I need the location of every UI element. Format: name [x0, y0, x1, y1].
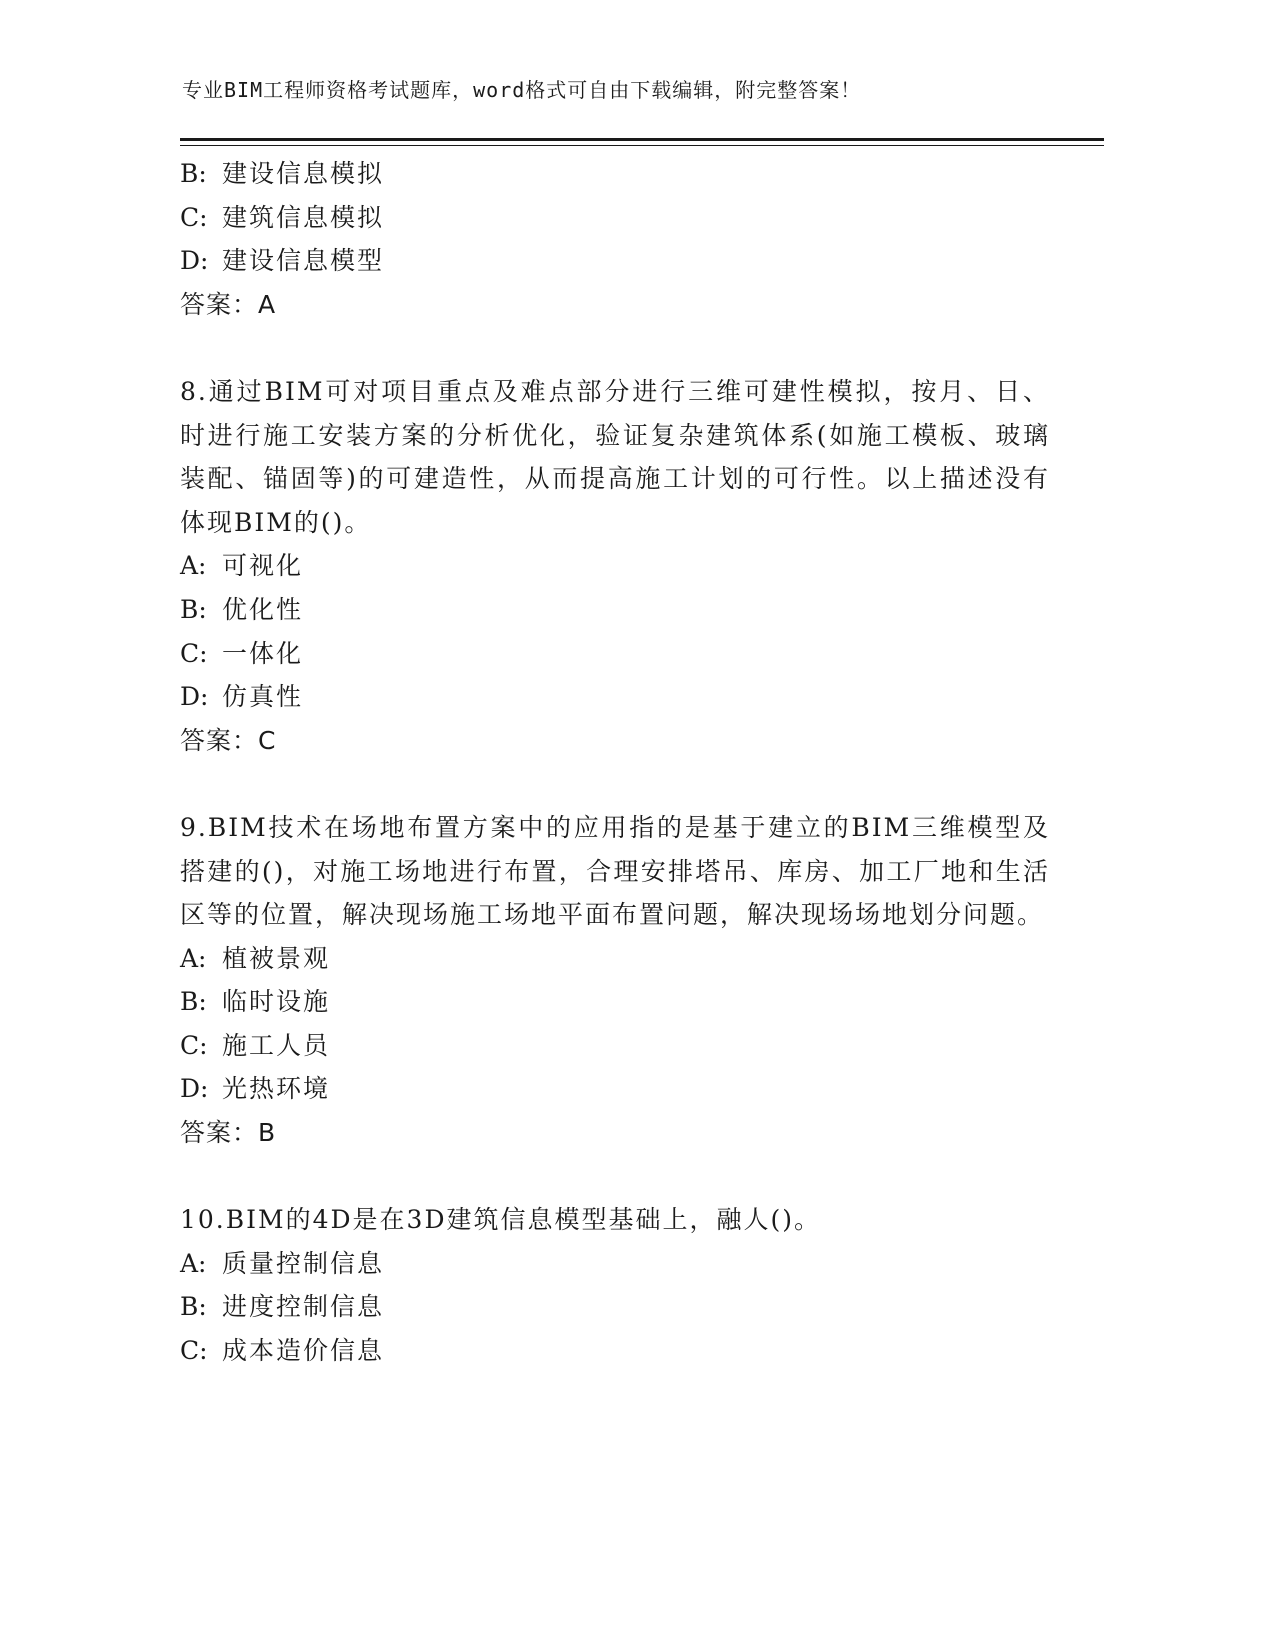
answer-line: 答案：C [180, 725, 277, 755]
question-stem: 8.通过BIM可对项目重点及难点部分进行三维可建性模拟，按月、日、时进行施工安装方案的分析优化，验证复杂建筑体系(如施工模板、玻璃装配、锚固等)的可建造性，从而提高施工计划的可行性。以上描述没有体现BIM的()。 [180, 376, 1050, 537]
option-d: D: 建设信息模型 [180, 246, 385, 276]
spacer [180, 762, 1050, 806]
option-d: D: 仿真性 [180, 682, 304, 712]
option-a: A: 植被景观 [180, 943, 331, 973]
question-content [180, 152, 1050, 1373]
page-header: 专业BIM工程师资格考试题库，word格式可自由下载编辑，附完整答案！ [182, 78, 862, 102]
answer-line: 答案：B [180, 1118, 277, 1148]
spacer [180, 1155, 1050, 1199]
spacer [180, 326, 1050, 370]
question-stem: 9.BIM技术在场地布置方案中的应用指的是基于建立的BIM三维模型及搭建的()，对施工场地进行布置，合理安排塔吊、库房、加工厂地和生活区等的位置，解决现场施工场地平面布置问题，解决现场场地划分问题。 [180, 812, 1050, 930]
option-d: D: 光热环境 [180, 1074, 331, 1104]
prev-question-block [180, 152, 1050, 326]
header-rule-thin [180, 145, 1104, 146]
option-c: C: 一体化 [180, 638, 304, 668]
question-8 [180, 370, 1050, 762]
option-c: C: 建筑信息模拟 [180, 202, 385, 232]
question-9 [180, 806, 1050, 1155]
option-b: B: 临时设施 [180, 987, 331, 1017]
question-stem: 10.BIM的4D是在3D建筑信息模型基础上，融人()。 [180, 1205, 822, 1235]
option-b: B: 进度控制信息 [180, 1292, 385, 1322]
answer-line: 答案：A [180, 289, 277, 319]
option-a: A: 可视化 [180, 551, 304, 581]
option-b: B: 建设信息模拟 [180, 159, 385, 188]
question-10 [180, 1198, 1050, 1372]
option-b: B: 优化性 [180, 594, 304, 624]
header-rule-thick [180, 138, 1104, 141]
option-a: A: 质量控制信息 [180, 1248, 385, 1278]
option-c: C: 成本造价信息 [180, 1336, 385, 1366]
option-c: C: 施工人员 [180, 1030, 331, 1060]
